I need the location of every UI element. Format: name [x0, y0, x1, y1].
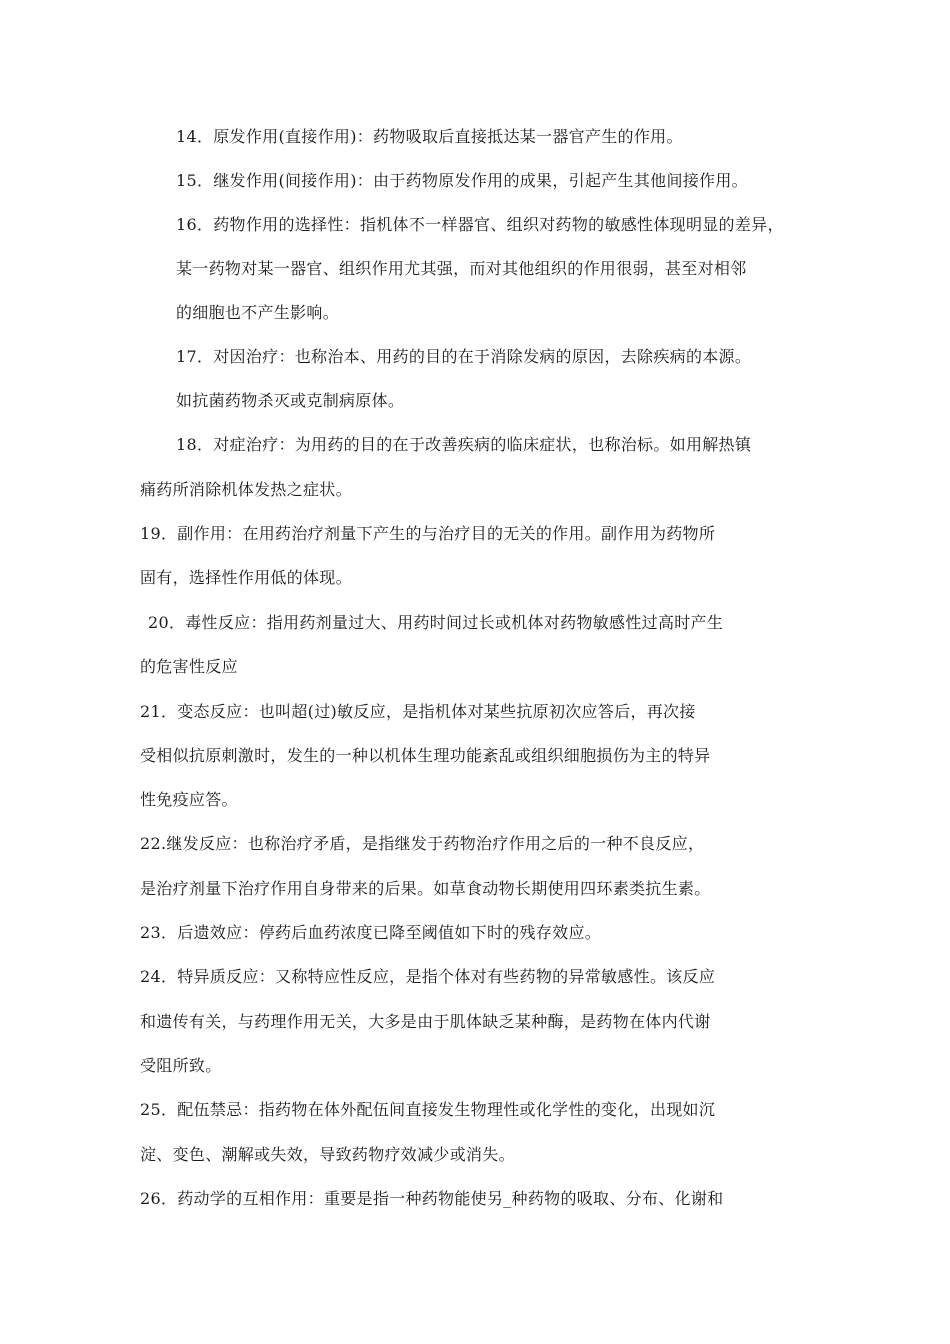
text-line: 16．药物作用的选择性：指机体不一样器官、组织对药物的敏感性体现明显的差异， — [176, 215, 784, 234]
text-line: 20．毒性反应：指用药剂量过大、用药时间过长或机体对药物敏感性过高时产生 — [148, 613, 724, 632]
text-line: 17．对因治疗：也称治本、用药的目的在于消除发病的原因，去除疾病的本源。 — [176, 347, 752, 366]
text-line: 淀、变色、潮解或失效，导致药物疗效减少或消失。 — [140, 1145, 515, 1164]
text-line: 21．变态反应：也叫超(过)敏反应，是指机体对某些抗原初次应答后，再次接 — [140, 702, 696, 721]
text-line: 是治疗剂量下治疗作用自身带来的后果。如草食动物长期使用四环素类抗生素。 — [140, 879, 711, 898]
text-line: 14．原发作用(直接作用)：药物吸取后直接抵达某一器官产生的作用。 — [176, 127, 683, 146]
text-line: 19．副作用：在用药治疗剂量下产生的与治疗目的无关的作用。副作用为药物所 — [140, 524, 716, 543]
text-line: 如抗菌药物杀灭或克制病原体。 — [176, 391, 405, 410]
text-line: 某一药物对某一器官、组织作用尤其强，而对其他组织的作用很弱，甚至对相邻 — [176, 259, 747, 278]
text-line: 24．特异质反应：又称特应性反应，是指个体对有些药物的异常敏感性。该反应 — [140, 967, 716, 986]
text-line: 26．药动学的互相作用：重要是指一种药物能使另_种药物的吸取、分布、化谢和 — [140, 1189, 724, 1208]
text-line: 固有，选择性作用低的体现。 — [140, 568, 352, 587]
text-line: 18．对症治疗：为用药的目的在于改善疾病的临床症状，也称治标。如用解热镇 — [176, 435, 752, 454]
text-line: 性免疫应答。 — [140, 790, 238, 809]
text-line: 22.继发反应：也称治疗矛盾，是指继发于药物治疗作用之后的一种不良反应， — [140, 834, 705, 853]
text-line: 痛药所消除机体发热之症状。 — [140, 480, 352, 499]
text-line: 的细胞也不产生影响。 — [176, 303, 340, 322]
text-line: 15．继发作用(间接作用)：由于药物原发作用的成果，引起产生其他间接作用。 — [176, 171, 748, 190]
text-line: 23．后遗效应：停药后血药浓度已降至阈值如下时的残存效应。 — [140, 923, 602, 942]
text-line: 受相似抗原刺激时，发生的一种以机体生理功能紊乱或组织细胞损伤为主的特异 — [140, 746, 711, 765]
text-line: 的危害性反应 — [140, 657, 238, 676]
text-line: 和遗传有关，与药理作用无关，大多是由于肌体缺乏某种酶，是药物在体内代谢 — [140, 1012, 711, 1031]
text-line: 25．配伍禁忌：指药物在体外配伍间直接发生物理性或化学性的变化，出现如沉 — [140, 1100, 716, 1119]
text-line: 受阻所致。 — [140, 1056, 222, 1075]
